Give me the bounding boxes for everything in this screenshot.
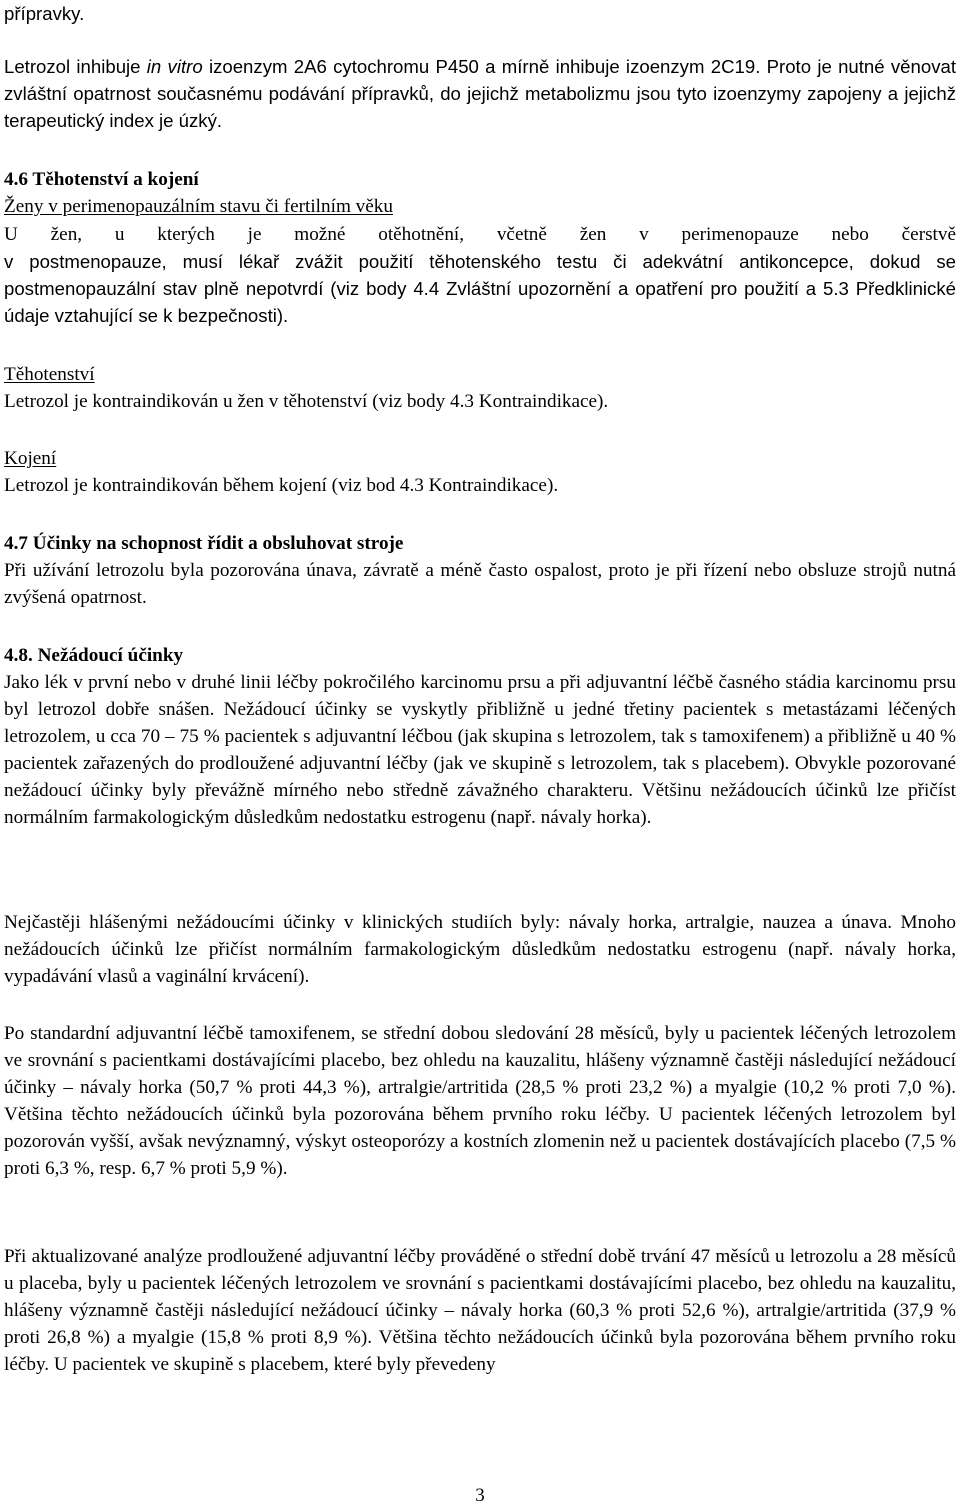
- section-4-7-heading: [4, 530, 956, 557]
- paragraph-1-sentence-3: Obvykle pozorované nežádoucí účinky byly převážně mírného nebo středně závažného charakteru.: [4, 753, 956, 801]
- lactation-paragraph-text: Letrozol je kontraindikován během kojení (viz bod 4.3 Kontraindikace).: [4, 475, 559, 496]
- section-4-8-paragraph-4: [4, 1243, 956, 1378]
- paragraph-2-text: Nejčastěji hlášenými nežádoucími účinky v klinických studiích byly: návaly horka, artralgie, nauzea a únava. Mnoho nežádoucích účinků lze přičíst normálním farmakologickým důsledkům nedostatku estrogenu (např. návaly horka, vypadávání vlasů a vaginální krvácení).: [4, 912, 956, 987]
- section-4-7-paragraph: [4, 557, 956, 611]
- page-number: [0, 1486, 960, 1506]
- section-4-8-number: 4.8.: [4, 645, 33, 666]
- section-4-8-paragraph-1: [4, 669, 956, 831]
- section-4-6-heading: [4, 166, 956, 193]
- section-4-6-heading-text: 4.6 Těhotenství a kojení: [4, 169, 199, 190]
- section-4-7-heading-text: 4.7 Účinky na schopnost řídit a obsluhovat stroje: [4, 533, 404, 554]
- paragraph-1-sentence-1: Jako lék v první nebo v druhé linii léčby pokročilého karcinomu prsu a při adjuvantní léčbě časného stádia karcinomu prsu byl letrozol dobře snášen.: [4, 672, 956, 720]
- women-subheading-text: Ženy v perimenopauzálním stavu či fertilním věku: [4, 196, 393, 217]
- intro-tail-text: přípravky.: [4, 3, 85, 24]
- lactation-subheading: [4, 445, 956, 472]
- section-4-8-heading: [4, 642, 956, 669]
- in-vitro-italic: in vitro: [146, 56, 203, 77]
- interaction-text-end: izoenzym 2A6 cytochromu P450 a mírně inhibuje izoenzym 2C19. Proto je nutné věnovat zvláštní opatrnost současnému podávání přípravků, do jejichž metabolizmu jsou tyto izoenzymy zapojeny a jejichž terapeutický index je úzký.: [4, 56, 957, 131]
- pregnancy-paragraph-text: Letrozol je kontraindikován u žen v těhotenství (viz body 4.3 Kontraindikace).: [4, 391, 609, 412]
- lactation-subheading-text: Kojení: [4, 448, 57, 469]
- pregnancy-subheading: [4, 361, 956, 388]
- page-number-text: 3: [475, 1485, 485, 1506]
- pregnancy-subheading-text: Těhotenství: [4, 364, 95, 385]
- women-first-line-text: U žen, u kterých je možné otěhotnění, včetně žen v perimenopauze nebo čerstvě: [4, 224, 956, 245]
- pregnancy-paragraph: [4, 388, 956, 415]
- section-4-8-paragraph-2: [4, 909, 956, 990]
- section-4-8-paragraph-3: [4, 1020, 956, 1182]
- lactation-paragraph: [4, 472, 956, 499]
- women-subheading: [4, 193, 956, 220]
- women-paragraph: [4, 248, 956, 329]
- women-paragraph-text: v postmenopauze, musí lékař zvážit použití těhotenského testu či adekvátní antikoncepce, dokud se postmenopauzální stav plně nepotvrdí (viz body 4.4 Zvláštní upozornění a opatření pro použití a 5.3 Předklinické údaje vztahující se k bezpečnosti).: [4, 251, 956, 326]
- section-4-7-paragraph-text: Při užívání letrozolu byla pozorována únava, závratě a méně často ospalost, proto je při řízení nebo obsluze strojů nutná zvýšená opatrnost.: [4, 560, 956, 608]
- interaction-paragraph: [4, 53, 956, 134]
- paragraph-1-sentence-4: Většinu nežádoucích účinků lze přičíst normálním farmakologickým důsledkům nedostatku estrogenu (např. návaly horka).: [4, 780, 956, 828]
- section-4-8-title: Nežádoucí účinky: [37, 645, 184, 666]
- intro-tail: [4, 0, 956, 27]
- interaction-text-start: Letrozol inhibuje: [4, 56, 147, 77]
- paragraph-1-sentence-2: Nežádoucí účinky se vyskytly přibližně u jedné třetiny pacientek s metastázami léčených letrozolem, u cca 70 – 75 % pacientek s adjuvantní léčbou (jak skupina s letrozolem, tak s tamoxifenem) a přibližně u 40 % pacientek zařazených do prodloužené adjuvantní léčby (jak ve skupině s letrozolem, tak s placebem).: [4, 699, 956, 774]
- paragraph-3-text: Po standardní adjuvantní léčbě tamoxifenem, se střední dobou sledování 28 měsíců, byly u pacientek léčených letrozolem ve srovnání s pacientkami dostávajícími placebo, bez ohledu na kauzalitu, hlášeny významně častěji následující nežádoucí účinky – návaly horka (50,7 % proti 44,3 %), artralgie/artritida (28,5 % proti 23,2 %) a myalgie (10,2 % proti 7,0 %). Většina těchto nežádoucích účinků byla pozorována během prvního roku léčby. U pacientek léčených letrozolem byl pozorován vyšší, avšak nevýznamný, výskyt osteoporózy a kostních zlomenin než u pacientek dostávajících placebo (7,5 % proti 6,3 %, resp. 6,7 % proti 5,9 %).: [4, 1023, 956, 1179]
- women-first-line: [4, 221, 956, 248]
- paragraph-4-text: Při aktualizované analýze prodloužené adjuvantní léčby prováděné o střední době trvání 47 měsíců u letrozolu a 28 měsíců u placeba, byly u pacientek léčených letrozolem ve srovnání s pacientkami dostávajícími placebo, bez ohledu na kauzalitu, hlášeny významně častěji následující nežádoucí účinky – návaly horka (60,3 % proti 52,6 %), artralgie/artritida (37,9 % proti 26,8 %) a myalgie (15,8 % proti 8,9 %). Většina těchto nežádoucích účinků byla pozorována během prvního roku léčby. U pacientek ve skupině s placebem, které byly převedeny: [4, 1246, 956, 1375]
